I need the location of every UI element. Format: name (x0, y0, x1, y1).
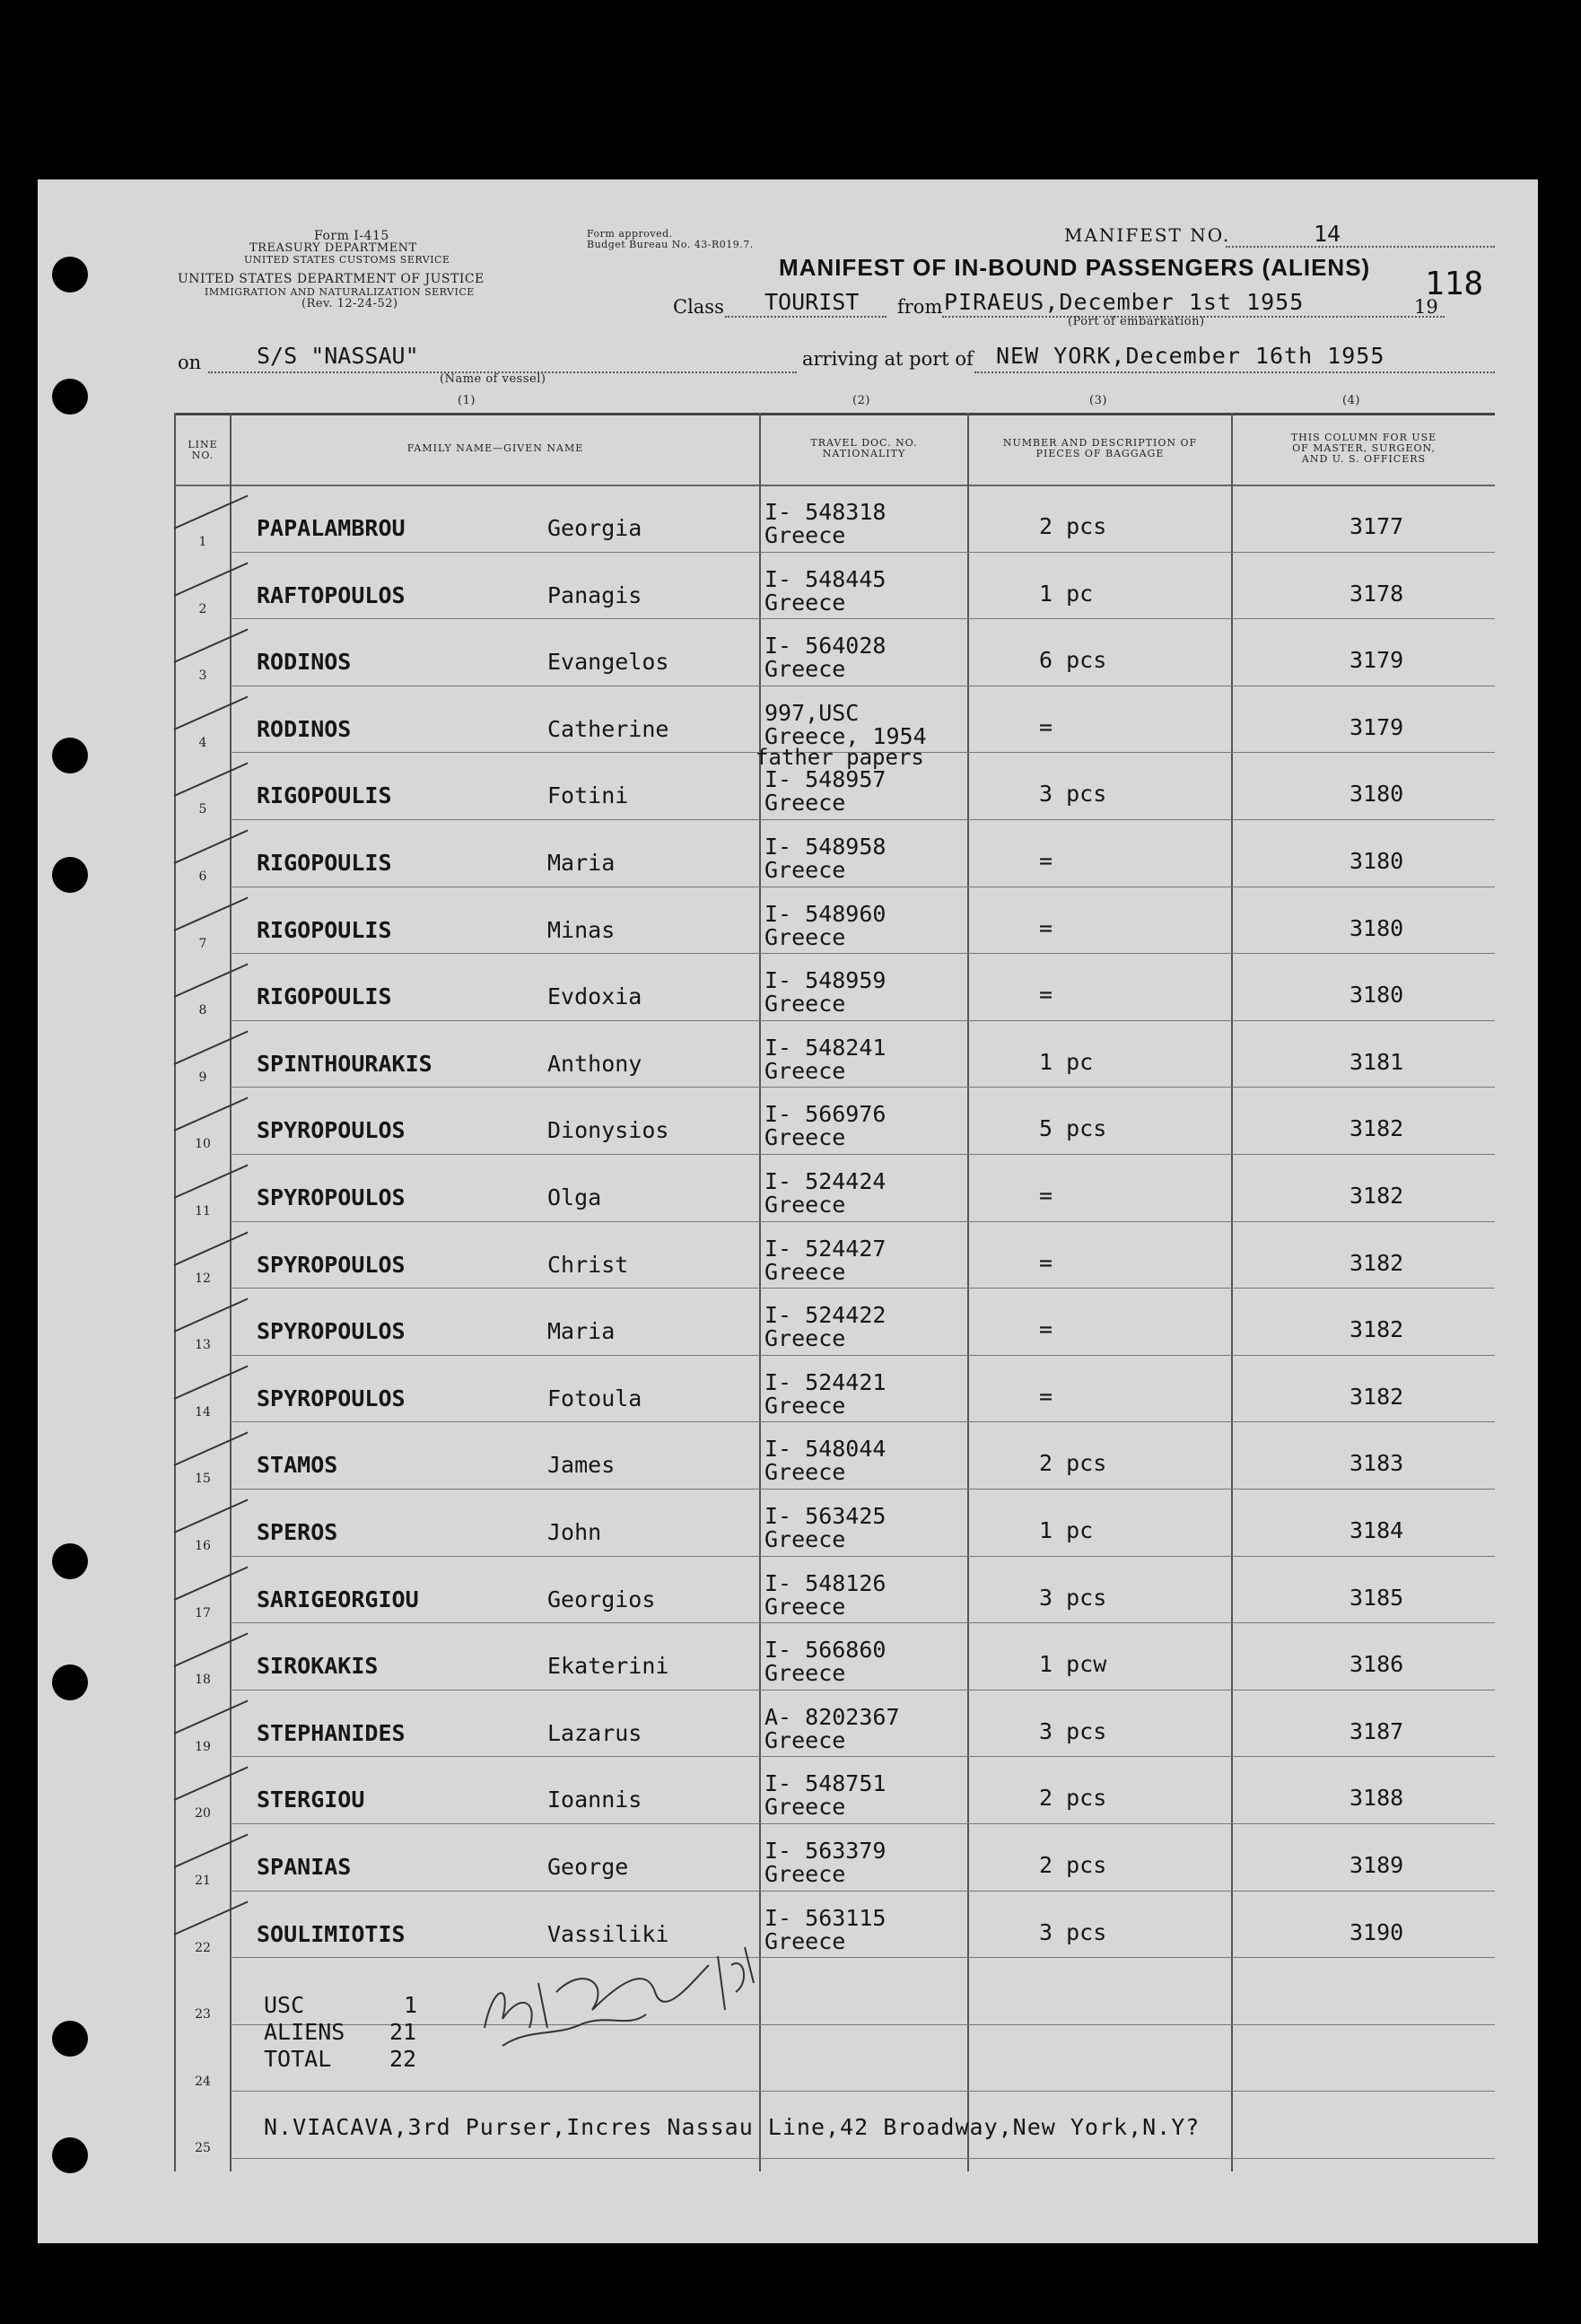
given-name: Vassiliki (547, 1921, 669, 1947)
port-embarkation-caption: (Port of embarkation) (1068, 315, 1205, 328)
col-border-officers (1231, 413, 1233, 2171)
total-count: 22 (389, 2046, 417, 2072)
travel-doc-number: I- 548957 (764, 766, 887, 792)
line-number: 15 (195, 1472, 211, 1486)
nationality: Greece (764, 1192, 846, 1218)
form-rev: (Rev. 12-24-52) (301, 297, 398, 310)
row-divider (230, 1622, 1495, 1623)
officer-number: 3188 (1350, 1785, 1404, 1811)
row-divider (230, 2158, 1495, 2159)
line-number: 5 (198, 802, 207, 817)
travel-doc-number: I- 548751 (764, 1770, 887, 1796)
class-value: TOURIST (764, 289, 860, 315)
officer-number: 3182 (1350, 1115, 1404, 1141)
budget-bureau: Budget Bureau No. 43-R019.7. (587, 239, 754, 250)
given-name: Anthony (547, 1051, 642, 1077)
line-number: 11 (195, 1204, 211, 1219)
nationality: Greece (764, 991, 846, 1017)
col-border-baggage (967, 413, 969, 2171)
dept-justice: UNITED STATES DEPARTMENT OF JUSTICE (178, 272, 485, 286)
nationality: Greece (764, 1727, 846, 1753)
nationality: Greece (764, 1058, 846, 1084)
travel-doc-number: I- 566976 (764, 1101, 887, 1127)
nationality: Greece (764, 924, 846, 950)
family-name: RIGOPOULIS (257, 782, 392, 808)
baggage-description: 2 pcs (1039, 1450, 1107, 1476)
handwritten-signature (476, 1929, 763, 2064)
officer-number: 3184 (1350, 1517, 1404, 1543)
nationality: Greece (764, 1124, 846, 1150)
nationality: Greece (764, 1325, 846, 1351)
nationality: Greece (764, 1928, 846, 1954)
baggage-description: 1 pcw (1039, 1651, 1107, 1677)
travel-doc-number: I- 548445 (764, 566, 887, 592)
line-number: 23 (195, 2007, 211, 2022)
row-divider (230, 1020, 1495, 1021)
baggage-description: = (1039, 915, 1053, 941)
punch-hole (52, 379, 88, 415)
doc-extra-note: father papers (756, 745, 924, 770)
officer-number: 3187 (1350, 1718, 1404, 1744)
line-number: 21 (195, 1874, 211, 1888)
travel-doc-number: I- 524422 (764, 1302, 887, 1328)
line-number: 8 (198, 1003, 207, 1018)
line-number: 3 (198, 668, 207, 683)
travel-doc-number: I- 548960 (764, 901, 887, 927)
officer-number: 3179 (1350, 714, 1404, 740)
aliens-label: ALIENS (264, 2019, 345, 2045)
row-divider (230, 1823, 1495, 1824)
form-approved: Form approved. (587, 228, 673, 240)
family-name: RODINOS (257, 649, 352, 675)
nationality: Greece (764, 1660, 846, 1686)
officer-number: 3180 (1350, 982, 1404, 1008)
nationality: Greece, 1954 (764, 723, 927, 749)
line-number: 7 (198, 937, 207, 951)
officer-number: 3177 (1350, 513, 1404, 539)
baggage-description: 6 pcs (1039, 647, 1107, 673)
baggage-description: = (1039, 1384, 1053, 1410)
baggage-description: = (1039, 1183, 1053, 1209)
punch-hole (52, 1543, 88, 1579)
given-name: Panagis (547, 582, 642, 608)
year-prefix: 19 (1414, 296, 1438, 318)
arriving-label: arriving at port of (802, 348, 974, 370)
given-name: Minas (547, 917, 616, 943)
nationality: Greece (764, 1393, 846, 1419)
line-number: 9 (198, 1070, 207, 1085)
family-name: SARIGEORGIOU (257, 1586, 419, 1612)
given-name: Catherine (547, 716, 669, 742)
family-name: RIGOPOULIS (257, 850, 392, 876)
travel-doc-number: I- 548126 (764, 1570, 887, 1596)
officer-number: 3185 (1350, 1585, 1404, 1611)
family-name: SIROKAKIS (257, 1653, 379, 1679)
officer-number: 3182 (1350, 1183, 1404, 1209)
manifest-no-label: MANIFEST NO. (1064, 224, 1231, 246)
line-number: 6 (198, 869, 207, 884)
punch-hole (52, 257, 88, 293)
given-name: John (547, 1519, 602, 1545)
row-divider (230, 1288, 1495, 1289)
usc-label: USC (264, 1992, 305, 2018)
baggage-description: = (1039, 848, 1053, 874)
officer-number: 3186 (1350, 1651, 1404, 1677)
dept-treasury: TREASURY DEPARTMENT (249, 241, 417, 255)
travel-doc-number: I- 563425 (764, 1503, 887, 1529)
baggage-description: 2 pcs (1039, 513, 1107, 539)
baggage-description: 3 pcs (1039, 1585, 1107, 1611)
vessel-name: S/S "NASSAU" (257, 343, 419, 369)
travel-doc-number: I- 548044 (764, 1436, 887, 1462)
row-divider (230, 1087, 1495, 1088)
class-dots (725, 316, 887, 318)
row-divider (230, 953, 1495, 954)
on-label: on (178, 352, 202, 373)
family-name: SPYROPOULOS (257, 1117, 406, 1143)
officer-number: 3179 (1350, 647, 1404, 673)
baggage-description: 3 pcs (1039, 1718, 1107, 1744)
family-name: SPANIAS (257, 1854, 352, 1880)
officer-number: 3182 (1350, 1250, 1404, 1276)
family-name: RIGOPOULIS (257, 983, 392, 1009)
given-name: Georgia (547, 515, 642, 541)
nationality: Greece (764, 1259, 846, 1285)
officer-number: 3189 (1350, 1852, 1404, 1878)
line-number: 2 (198, 602, 207, 616)
line-number: 19 (195, 1740, 211, 1754)
baggage-description: 1 pc (1039, 1049, 1094, 1075)
given-name: Ioannis (547, 1787, 642, 1813)
given-name: Evdoxia (547, 983, 642, 1009)
manifest-no-value: 14 (1314, 221, 1341, 247)
dept-ins: IMMIGRATION AND NATURALIZATION SERVICE (205, 286, 475, 298)
officer-number: 3180 (1350, 915, 1404, 941)
header-officers: THIS COLUMN FOR USE OF MASTER, SURGEON, AND U. S. OFFICERS (1290, 432, 1437, 465)
nationality: Greece (764, 857, 846, 883)
officer-number: 3182 (1350, 1384, 1404, 1410)
row-divider (230, 1891, 1495, 1892)
nationality: Greece (764, 1861, 846, 1887)
row-divider (230, 1690, 1495, 1691)
line-number: 20 (195, 1806, 211, 1821)
col-num-4: (4) (1342, 394, 1360, 407)
header-bottom-border (174, 485, 1495, 486)
officer-number: 3178 (1350, 581, 1404, 607)
given-name: Christ (547, 1252, 629, 1278)
family-name: SPYROPOULOS (257, 1184, 406, 1210)
table-left-border (174, 413, 176, 2171)
baggage-description: = (1039, 982, 1053, 1008)
arriving-value: NEW YORK,December 16th 1955 (996, 343, 1385, 369)
travel-doc-number: I- 563115 (764, 1905, 887, 1931)
travel-doc-number: I- 548959 (764, 967, 887, 993)
col-num-3: (3) (1089, 394, 1107, 407)
usc-count: 1 (404, 1992, 418, 2018)
total-label: TOTAL (264, 2046, 332, 2072)
row-divider (230, 1957, 1495, 1958)
family-name: SPINTHOURAKIS (257, 1051, 432, 1077)
from-label: from (897, 296, 943, 318)
row-divider (230, 1355, 1495, 1356)
family-name: STAMOS (257, 1452, 338, 1478)
family-name: SPYROPOULOS (257, 1318, 406, 1344)
header-travel-doc: TRAVEL DOC. NO. NATIONALITY (810, 437, 918, 459)
punch-hole (52, 857, 88, 893)
given-name: Maria (547, 1318, 616, 1344)
given-name: Dionysios (547, 1117, 669, 1143)
given-name: Georgios (547, 1586, 656, 1612)
line-number: 17 (195, 1606, 211, 1621)
baggage-description: 2 pcs (1039, 1785, 1107, 1811)
row-divider (230, 819, 1495, 820)
aliens-count: 21 (389, 2019, 417, 2045)
nationality: Greece (764, 1526, 846, 1552)
officer-number: 3181 (1350, 1049, 1404, 1075)
family-name: SPYROPOULOS (257, 1385, 406, 1411)
nationality: Greece (764, 590, 846, 616)
given-name: George (547, 1854, 629, 1880)
row-divider (230, 1489, 1495, 1490)
col-border-doc (759, 413, 761, 2171)
line-number: 12 (195, 1271, 211, 1286)
travel-doc-number: 997,USC (764, 700, 860, 726)
row-divider (230, 618, 1495, 619)
travel-doc-number: I- 548241 (764, 1035, 887, 1061)
family-name: SPYROPOULOS (257, 1252, 406, 1278)
family-name: SOULIMIOTIS (257, 1921, 406, 1947)
row-divider (230, 552, 1495, 553)
dept-customs: UNITED STATES CUSTOMS SERVICE (244, 254, 450, 266)
nationality: Greece (764, 1794, 846, 1820)
baggage-description: 1 pc (1039, 1517, 1094, 1543)
line-number: 25 (195, 2141, 211, 2155)
officer-number: 3180 (1350, 781, 1404, 807)
vessel-caption: (Name of vessel) (440, 372, 546, 386)
class-label: Class (673, 296, 724, 318)
family-name: RODINOS (257, 716, 352, 742)
given-name: Fotoula (547, 1385, 642, 1411)
travel-doc-number: I- 524421 (764, 1369, 887, 1395)
line-number: 13 (195, 1338, 211, 1352)
row-divider (230, 2091, 1495, 2092)
baggage-description: 3 pcs (1039, 1919, 1107, 1945)
line-number: 10 (195, 1137, 211, 1151)
given-name: Lazarus (547, 1720, 642, 1746)
officer-number: 3182 (1350, 1316, 1404, 1342)
nationality: Greece (764, 1594, 846, 1620)
given-name: Ekaterini (547, 1653, 669, 1679)
header-line-no: LINE NO. (188, 439, 218, 461)
nationality: Greece (764, 1459, 846, 1485)
header-baggage: NUMBER AND DESCRIPTION OF PIECES OF BAGGAGE (1002, 437, 1198, 459)
baggage-description: 5 pcs (1039, 1115, 1107, 1141)
travel-doc-number: I- 566860 (764, 1637, 887, 1663)
family-name: RAFTOPOULOS (257, 582, 406, 608)
row-divider (230, 1221, 1495, 1222)
table-top-border (174, 413, 1495, 415)
travel-doc-number: I- 564028 (764, 633, 887, 659)
travel-doc-number: I- 524424 (764, 1168, 887, 1194)
col-num-1: (1) (458, 394, 476, 407)
given-name: Olga (547, 1184, 602, 1210)
officer-number: 3183 (1350, 1450, 1404, 1476)
given-name: Fotini (547, 782, 629, 808)
baggage-description: = (1039, 1316, 1053, 1342)
page-number: 118 (1425, 266, 1484, 302)
col-num-2: (2) (852, 394, 870, 407)
punch-hole (52, 2137, 88, 2173)
travel-doc-number: I- 548958 (764, 834, 887, 860)
travel-doc-number: I- 524427 (764, 1236, 887, 1262)
travel-doc-number: A- 8202367 (764, 1704, 900, 1730)
line-number: 1 (198, 535, 207, 549)
nationality: Greece (764, 790, 846, 816)
baggage-description: = (1039, 1250, 1053, 1276)
baggage-description: 1 pc (1039, 581, 1094, 607)
punch-hole (52, 2021, 88, 2057)
officer-number: 3190 (1350, 1919, 1404, 1945)
line-number: 22 (195, 1941, 211, 1955)
line-number: 18 (195, 1673, 211, 1687)
baggage-description: = (1039, 714, 1053, 740)
family-name: STEPHANIDES (257, 1720, 406, 1746)
row-divider (230, 1756, 1495, 1757)
given-name: Evangelos (547, 649, 669, 675)
row-divider (230, 2024, 1495, 2025)
row-divider (230, 1556, 1495, 1557)
officer-number: 3180 (1350, 848, 1404, 874)
travel-doc-number: I- 548318 (764, 499, 887, 525)
travel-doc-number: I- 563379 (764, 1838, 887, 1864)
family-name: SPEROS (257, 1519, 338, 1545)
purser-footer: N.VIACAVA,3rd Purser,Incres Nassau Line,42 Broadway,New York,N.Y? (264, 2114, 1201, 2140)
line-number: 14 (195, 1405, 211, 1420)
line-number: 4 (198, 736, 207, 750)
manifest-no-dots (1226, 246, 1495, 248)
from-value: PIRAEUS,December 1st 1955 (944, 289, 1305, 315)
row-divider (230, 1421, 1495, 1422)
family-name: PAPALAMBROU (257, 515, 406, 541)
nationality: Greece (764, 656, 846, 682)
header-name: FAMILY NAME—GIVEN NAME (406, 442, 584, 454)
punch-hole (52, 1664, 88, 1700)
baggage-description: 3 pcs (1039, 781, 1107, 807)
given-name: James (547, 1452, 616, 1478)
nationality: Greece (764, 522, 846, 548)
line-number: 24 (195, 2075, 211, 2089)
arriving-dots (974, 371, 1495, 373)
baggage-description: 2 pcs (1039, 1852, 1107, 1878)
family-name: STERGIOU (257, 1787, 365, 1813)
line-number: 16 (195, 1539, 211, 1553)
punch-hole (52, 738, 88, 773)
form-number: Form I-415 (314, 229, 389, 243)
manifest-title: MANIFEST OF IN-BOUND PASSENGERS (ALIENS) (779, 254, 1371, 281)
row-divider (230, 1154, 1495, 1155)
family-name: RIGOPOULIS (257, 917, 392, 943)
given-name: Maria (547, 850, 616, 876)
